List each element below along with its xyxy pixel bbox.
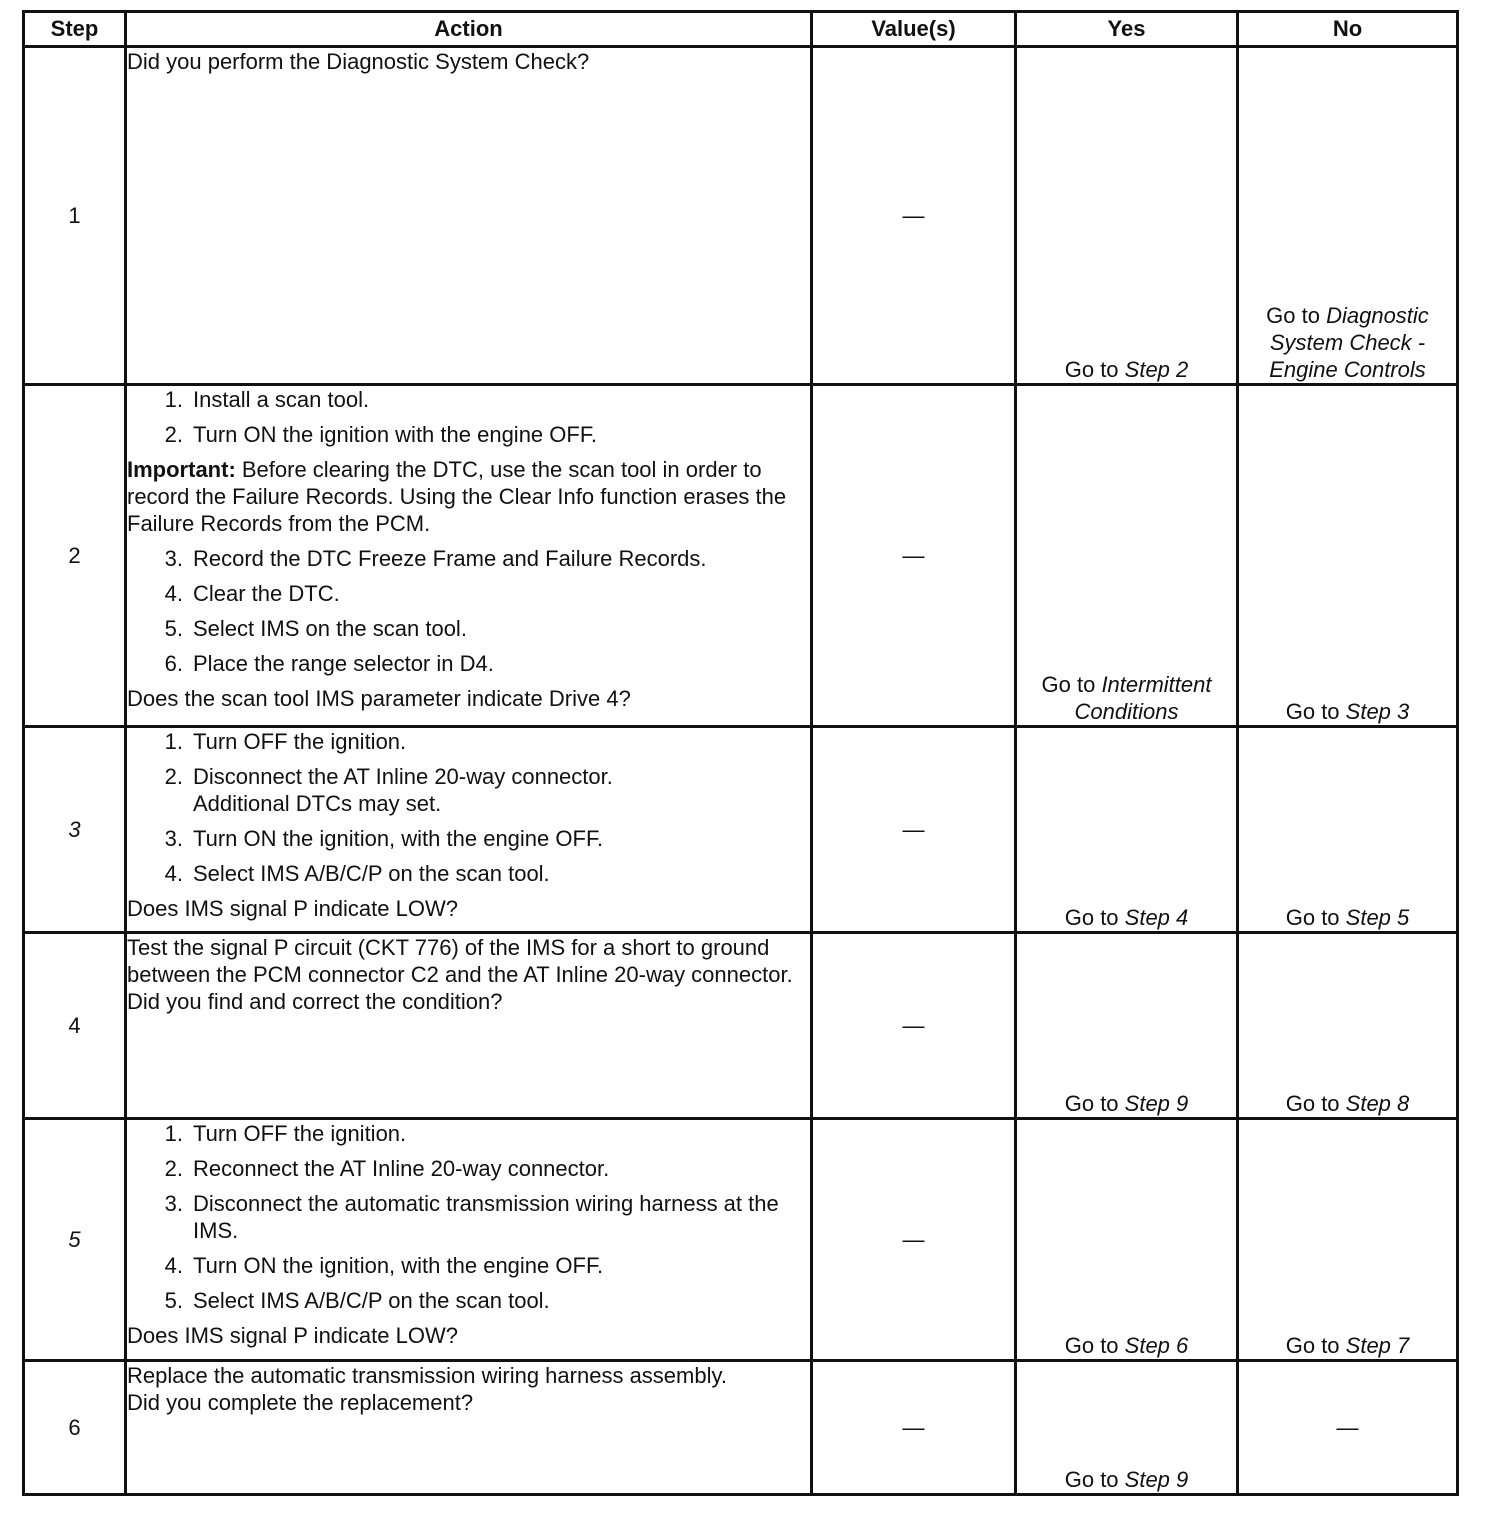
list-item: 1. Install a scan tool. — [164, 387, 370, 412]
list-item: 1. Turn OFF the ignition. — [164, 1121, 407, 1146]
yes-cell[interactable] — [1016, 1361, 1238, 1495]
important-note — [127, 456, 810, 537]
goto-link[interactable]: Step 2 — [1124, 357, 1189, 382]
action-instruction: Test the signal P circuit (CKT 776) of the IMS for a short to ground between the PCM connector C2 and the AT Inline 20-way connector. — [127, 935, 793, 987]
list-item: 3. Turn ON the ignition, with the engine OFF. — [164, 826, 604, 851]
table-row — [24, 1361, 1458, 1495]
action-steps — [127, 386, 810, 448]
table-row — [24, 727, 1458, 933]
goto-link[interactable]: Step 9 — [1124, 1467, 1189, 1492]
value-cell: — — [812, 727, 1016, 933]
list-item: 5. Select IMS A/B/C/P on the scan tool. — [164, 1288, 550, 1313]
value-cell: — — [812, 1119, 1016, 1361]
list-item: 2. Reconnect the AT Inline 20-way connector. — [164, 1156, 610, 1181]
action-question: Does IMS signal P indicate LOW? — [127, 896, 458, 921]
step-number: 1 — [24, 47, 126, 385]
table-row — [24, 1119, 1458, 1361]
goto-prefix: Go to — [1285, 905, 1346, 930]
important-label: Important: — [127, 457, 236, 482]
step-number: 4 — [24, 933, 126, 1119]
goto-link[interactable]: Intermittent Conditions — [1074, 672, 1212, 724]
header-row — [24, 12, 1458, 47]
header-step: Step — [24, 12, 126, 47]
table-row — [24, 47, 1458, 385]
goto-link[interactable]: Step 3 — [1345, 699, 1410, 724]
step-number: 3 — [24, 727, 126, 933]
list-item: 1. Turn OFF the ignition. — [164, 729, 407, 754]
goto-prefix: Go to — [1041, 672, 1102, 697]
important-text: Before clearing the DTC, use the scan tool in order to record the Failure Records. Using the Clear Info function erases the Failure Records from the PCM. — [127, 457, 787, 536]
goto-link[interactable]: Step 6 — [1124, 1333, 1189, 1358]
list-item: 4. Select IMS A/B/C/P on the scan tool. — [164, 861, 550, 886]
value-cell: — — [812, 385, 1016, 727]
action-instruction: Replace the automatic transmission wiring harness assembly. — [127, 1363, 727, 1388]
goto-prefix: Go to — [1064, 1091, 1125, 1116]
action-cell — [126, 385, 812, 727]
no-cell[interactable] — [1238, 933, 1458, 1119]
action-steps — [127, 1120, 810, 1322]
no-cell[interactable] — [1238, 47, 1458, 385]
action-question: Did you perform the Diagnostic System Check? — [127, 49, 590, 74]
no-cell[interactable] — [1238, 1119, 1458, 1361]
list-item: 6. Place the range selector in D4. — [164, 651, 494, 676]
goto-link[interactable]: Step 9 — [1124, 1091, 1189, 1116]
header-values: Value(s) — [812, 12, 1016, 47]
goto-prefix: Go to — [1285, 1091, 1346, 1116]
goto-link[interactable]: Diagnostic System Check - Engine Controls — [1269, 303, 1429, 382]
goto-prefix: Go to — [1285, 699, 1346, 724]
list-item: 4. Turn ON the ignition, with the engine OFF. — [164, 1253, 604, 1278]
no-cell: — — [1238, 1361, 1458, 1495]
goto-prefix: Go to — [1064, 1467, 1125, 1492]
header-no: No — [1238, 12, 1458, 47]
yes-cell[interactable] — [1016, 933, 1238, 1119]
yes-cell[interactable] — [1016, 47, 1238, 385]
goto-prefix: Go to — [1266, 303, 1327, 328]
no-cell[interactable] — [1238, 727, 1458, 933]
list-item: 4. Clear the DTC. — [164, 581, 340, 606]
step-number: 6 — [24, 1361, 126, 1495]
list-item: 3. Disconnect the automatic transmission wiring harness at the IMS. — [164, 1191, 779, 1243]
header-action: Action — [126, 12, 812, 47]
yes-cell[interactable] — [1016, 385, 1238, 727]
goto-prefix: Go to — [1064, 1333, 1125, 1358]
yes-cell[interactable] — [1016, 1119, 1238, 1361]
table-row — [24, 385, 1458, 727]
value-cell: — — [812, 47, 1016, 385]
goto-prefix: Go to — [1064, 905, 1125, 930]
action-question: Did you complete the replacement? — [127, 1390, 474, 1415]
goto-prefix: Go to — [1064, 357, 1125, 382]
value-cell: — — [812, 1361, 1016, 1495]
action-question: Did you find and correct the condition? — [127, 989, 503, 1014]
action-question: Does IMS signal P indicate LOW? — [127, 1323, 458, 1348]
action-question: Does the scan tool IMS parameter indicate Drive 4? — [127, 686, 631, 711]
goto-link[interactable]: Step 8 — [1345, 1091, 1410, 1116]
header-yes: Yes — [1016, 12, 1238, 47]
yes-cell[interactable] — [1016, 727, 1238, 933]
no-cell[interactable] — [1238, 385, 1458, 727]
goto-link[interactable]: Step 7 — [1345, 1333, 1410, 1358]
action-steps — [127, 728, 810, 895]
step-number: 2 — [24, 385, 126, 727]
action-cell — [126, 1119, 812, 1361]
list-item: 5. Select IMS on the scan tool. — [164, 616, 467, 641]
action-cell — [126, 47, 812, 385]
step-number: 5 — [24, 1119, 126, 1361]
action-cell — [126, 1361, 812, 1495]
diagnostic-table — [22, 10, 1459, 1496]
action-steps — [127, 545, 810, 677]
table-row — [24, 933, 1458, 1119]
action-cell — [126, 727, 812, 933]
list-item: 2. Disconnect the AT Inline 20-way connector. Additional DTCs may set. — [164, 764, 613, 816]
goto-link[interactable]: Step 4 — [1124, 905, 1189, 930]
goto-link[interactable]: Step 5 — [1345, 905, 1410, 930]
value-cell: — — [812, 933, 1016, 1119]
goto-prefix: Go to — [1285, 1333, 1346, 1358]
list-item: 2. Turn ON the ignition with the engine OFF. — [164, 422, 597, 447]
list-item: 3. Record the DTC Freeze Frame and Failure Records. — [164, 546, 707, 571]
action-cell — [126, 933, 812, 1119]
